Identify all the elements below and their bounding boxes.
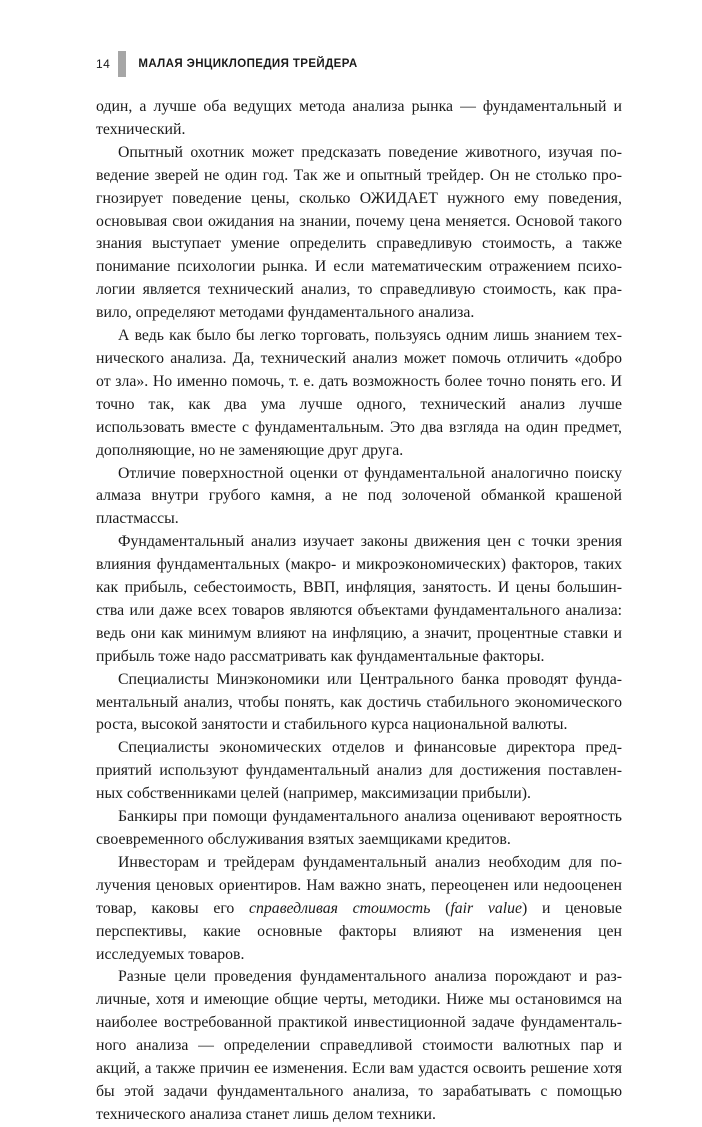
paragraph-7: Специалисты экономических отделов и финансовые директора предприятий используют фундаментальный анализ для достижения поставленных собственниками целей (например, максимизации прибыли). — [96, 739, 622, 803]
paragraph-1: один, а лучше оба ведущих метода анализа рынка — фундаментальный и технический. — [96, 98, 622, 138]
italic-term-fair-value-ru: справедливая стоимость — [248, 899, 431, 917]
running-header — [96, 50, 358, 78]
paragraph-4: Отличие поверхностной оценки от фундаментальной аналогично поиску алмаза внутри грубого камня, а не под золоченой обманкой крашеной пластмассы. — [96, 464, 622, 528]
running-title: МАЛАЯ ЭНЦИКЛОПЕДИЯ ТРЕЙДЕРА — [138, 58, 358, 70]
paragraph-8: Банкиры при помощи фундаментального анализа оценивают вероятность своевременного обслуживания взятых заемщиками кредитов. — [96, 808, 622, 848]
paragraph-6: Специалисты Минэкономики или Центрального банка проводят фундаментальный анализ, чтобы понять, как достичь стабильного экономического роста, высокой занятости и стабильного курса национальной валюты. — [96, 670, 622, 734]
italic-term-fair-value-en: fair value — [450, 899, 523, 917]
paragraph-3: А ведь как было бы легко торговать, пользуясь одним лишь знанием технического анализа. Да, технический анализ может помочь отличить «добро от зла». Но именно помочь, т. е. дать возможность более точно понять его. И точно так, как два ума лучше одного, технический анализ лучше использовать вместе с фундаментальным. Это два взгляда на один предмет, дополняющие, но не заменяющие друг друга. — [96, 327, 622, 459]
paragraph-9-text-middle: ( — [430, 899, 451, 917]
paragraph-9 — [96, 852, 622, 967]
paragraph-10: Разные цели проведения фундаментального анализа порождают и различные, хотя и имеющие общие черты, методики. Ниже мы остановимся на наиболее востребованной практикой инвестиционной задаче фундаментального анализа — определении справедливой стоимости валютных пар и акций, а также причин ее изменения. Если вам удастся освоить решение хотя бы этой задачи фундаментального анализа, то зарабатывать с помощью технического анализа станет лишь делом техники. — [96, 968, 622, 1123]
page-number: 14 — [96, 57, 111, 71]
body-text — [96, 96, 622, 1127]
paragraph-2: Опытный охотник может предсказать поведение животного, изучая поведение зверей не один год. Так же и опытный трейдер. Он не столько прогнозирует поведение цены, сколько ОЖИДАЕТ нужного ему поведения, основывая свои ожидания на знании, почему цена меняется. Основой такого знания выступает умение определить справедливую стоимость, а также понимание психологии рынка. И если математическим отражением психологии является технический анализ, то справедливую стоимость, как правило, определяют методами фундаментального анализа. — [96, 143, 622, 322]
paragraph-9-text-after: ) и ценовые перспективы, какие основные факторы влияют на изменения цен исследуемых товаров. — [96, 899, 622, 963]
header-bar-decoration — [118, 51, 126, 77]
paragraph-5: Фундаментальный анализ изучает законы движения цен с точки зрения влияния фундаментальных (макро- и микроэкономических) факторов, таких как прибыль, себестоимость, ВВП, инфляция, занятость. И цены большинства или даже всех товаров являются объектами фундаментального анализа: ведь они как минимум влияют на инфляцию, а значит, процентные ставки и прибыль тоже надо рассматривать как фундаментальные факторы. — [96, 533, 622, 665]
paragraph-9-text-before: Инвесторам и трейдерам фундаментальный анализ необходим для получения ценовых ориентиров. Нам важно знать, переоценен или недооценен товар, каковы его — [96, 853, 622, 917]
